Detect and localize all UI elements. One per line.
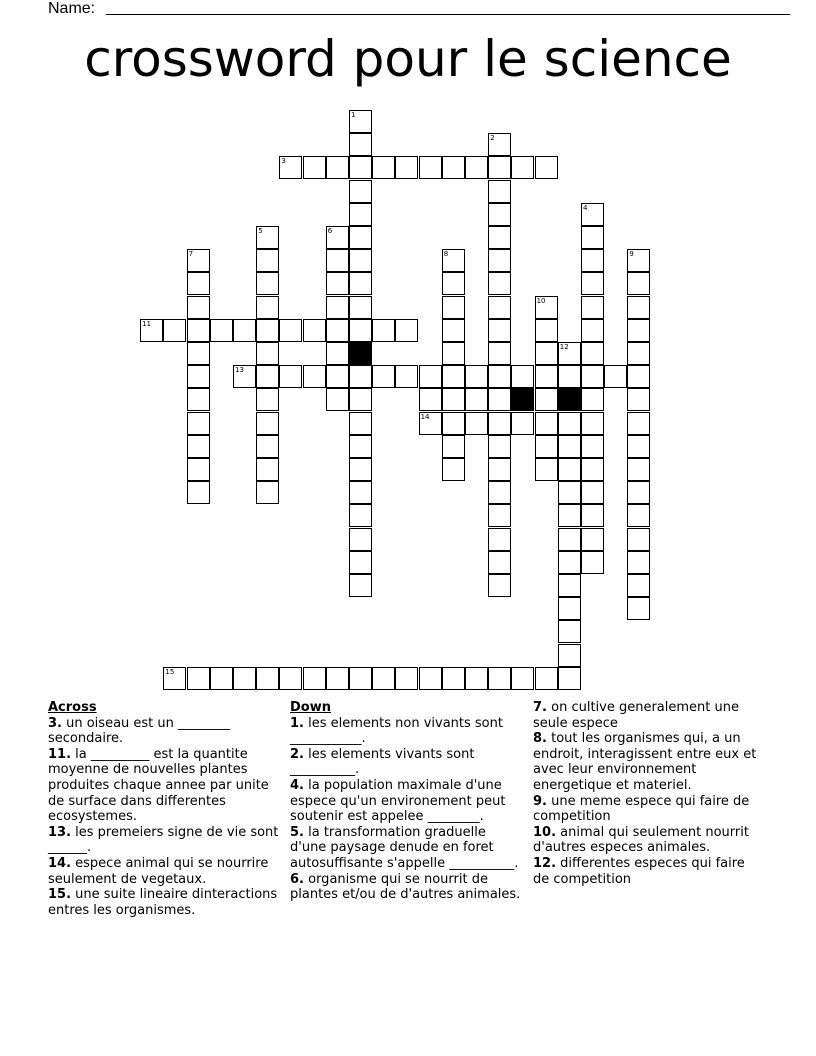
grid-cell[interactable] [326, 365, 349, 388]
clue-number: 5. [290, 824, 304, 840]
grid-cell[interactable] [442, 296, 465, 319]
grid-cell[interactable] [558, 504, 581, 527]
clue-number-label: 15 [165, 667, 175, 676]
grid-cell[interactable] [511, 412, 534, 435]
grid-cell[interactable] [349, 156, 372, 179]
grid-cell[interactable] [349, 435, 372, 458]
grid-cell[interactable] [581, 435, 604, 458]
grid-cell[interactable] [187, 296, 210, 319]
grid-cell[interactable] [488, 551, 511, 574]
grid-cell[interactable] [419, 412, 442, 435]
clue-number-label: 6 [327, 227, 333, 235]
grid-cell[interactable] [535, 458, 558, 481]
grid-cell[interactable] [488, 412, 511, 435]
grid-cell[interactable] [442, 667, 465, 690]
grid-cell[interactable] [372, 156, 395, 179]
grid-cell[interactable] [256, 272, 279, 295]
grid-cell[interactable] [303, 156, 326, 179]
grid-cell[interactable] [279, 667, 302, 690]
black-cell [511, 388, 534, 411]
grid-cell[interactable] [326, 296, 349, 319]
grid-cell[interactable] [627, 597, 650, 620]
clue-number-label: 11 [142, 319, 152, 328]
grid-cell[interactable] [581, 458, 604, 481]
grid-cell[interactable] [558, 667, 581, 690]
black-cell [558, 388, 581, 411]
grid-cell[interactable] [581, 249, 604, 272]
grid-cell[interactable] [349, 272, 372, 295]
grid-cell[interactable] [511, 156, 534, 179]
grid-cell[interactable] [558, 342, 581, 365]
clue-13 [48, 825, 280, 856]
grid-cell[interactable] [187, 667, 210, 690]
across-clues [48, 700, 280, 918]
grid-cell[interactable] [442, 412, 465, 435]
grid-cell[interactable] [488, 156, 511, 179]
grid-cell[interactable] [303, 365, 326, 388]
grid-cell[interactable] [256, 667, 279, 690]
grid-cell[interactable] [627, 574, 650, 597]
grid-cell[interactable] [349, 365, 372, 388]
grid-cell[interactable] [326, 272, 349, 295]
clue-number-label: 14 [420, 412, 430, 421]
clue-number-label: 2 [490, 134, 495, 143]
grid-cell[interactable] [442, 388, 465, 411]
clue-text: tout les organismes qui, a un endroit, interagissent entre eux et avec leur environnement energetique et materiel. [533, 731, 757, 793]
down-heading: Down [290, 700, 331, 715]
grid-cell[interactable] [488, 180, 511, 203]
grid-cell[interactable] [581, 272, 604, 295]
clue-number-label: 9 [629, 250, 634, 259]
grid-cell[interactable] [488, 504, 511, 527]
grid-cell[interactable] [488, 226, 511, 249]
grid-cell[interactable] [488, 342, 511, 365]
grid-cell[interactable] [581, 203, 604, 226]
clue-number-label: 4 [583, 203, 588, 212]
grid-cell[interactable] [326, 342, 349, 365]
grid-cell[interactable] [349, 551, 372, 574]
clue-8 [533, 731, 761, 793]
clue-text: les elements non vivants sont ___________. [290, 715, 503, 747]
grid-cell[interactable] [627, 435, 650, 458]
grid-cell[interactable] [349, 203, 372, 226]
clue-text: organisme qui se nourrit de plantes et/ou de d'autres animales. [290, 871, 521, 903]
grid-cell[interactable] [279, 319, 302, 342]
page-title: crossword pour le science [84, 30, 732, 88]
grid-cell[interactable] [581, 528, 604, 551]
name-label: Name: [48, 0, 96, 17]
clue-1 [290, 716, 526, 747]
clue-text: la transformation graduelle d'une paysage denude en foret autosuffisante s'appelle __________. [290, 824, 519, 871]
grid-cell[interactable] [488, 319, 511, 342]
grid-cell[interactable] [558, 412, 581, 435]
grid-cell[interactable] [581, 342, 604, 365]
grid-cell[interactable] [349, 412, 372, 435]
grid-cell[interactable] [488, 667, 511, 690]
grid-cell[interactable] [535, 667, 558, 690]
grid-cell[interactable] [349, 574, 372, 597]
grid-cell[interactable] [488, 528, 511, 551]
clue-15 [48, 887, 280, 918]
grid-cell[interactable] [187, 388, 210, 411]
grid-cell[interactable] [535, 296, 558, 319]
clue-text: les premeiers signe de vie sont ______. [48, 824, 279, 856]
grid-cell[interactable] [256, 365, 279, 388]
grid-cell[interactable] [465, 388, 488, 411]
grid-cell[interactable] [488, 203, 511, 226]
grid-cell[interactable] [419, 365, 442, 388]
grid-cell[interactable] [442, 435, 465, 458]
grid-cell[interactable] [581, 412, 604, 435]
grid-cell[interactable] [581, 481, 604, 504]
grid-cell[interactable] [395, 365, 418, 388]
grid-cell[interactable] [627, 296, 650, 319]
clue-text: animal qui seulement nourrit d'autres especes animales. [533, 824, 749, 856]
grid-cell[interactable] [627, 504, 650, 527]
grid-cell[interactable] [349, 667, 372, 690]
clue-number: 10. [533, 824, 557, 840]
grid-cell[interactable] [233, 667, 256, 690]
grid-cell[interactable] [558, 551, 581, 574]
grid-cell[interactable] [372, 667, 395, 690]
grid-cell[interactable] [627, 272, 650, 295]
grid-cell[interactable] [535, 435, 558, 458]
grid-cell[interactable] [488, 458, 511, 481]
grid-cell[interactable] [511, 667, 534, 690]
grid-cell[interactable] [256, 481, 279, 504]
grid-cell[interactable] [488, 272, 511, 295]
grid-cell[interactable] [627, 249, 650, 272]
grid-cell[interactable] [627, 412, 650, 435]
grid-cell[interactable] [349, 481, 372, 504]
grid-cell[interactable] [395, 667, 418, 690]
grid-cell[interactable] [558, 597, 581, 620]
grid-cell[interactable] [233, 365, 256, 388]
grid-cell[interactable] [349, 133, 372, 156]
grid-cell[interactable] [210, 319, 233, 342]
clue-text: un oiseau est un ________ secondaire. [48, 715, 231, 747]
grid-cell[interactable] [349, 110, 372, 133]
grid-cell[interactable] [465, 365, 488, 388]
grid-cell[interactable] [442, 342, 465, 365]
grid-cell[interactable] [627, 319, 650, 342]
grid-cell[interactable] [256, 342, 279, 365]
clue-text: on cultive generalement une seule espece [533, 700, 739, 731]
grid-cell[interactable] [187, 365, 210, 388]
clue-number-label: 12 [559, 343, 569, 351]
grid-cell[interactable] [419, 156, 442, 179]
grid-cell[interactable] [187, 435, 210, 458]
grid-cell[interactable] [187, 458, 210, 481]
grid-cell[interactable] [627, 388, 650, 411]
grid-cell[interactable] [488, 133, 511, 156]
down-clues [290, 700, 526, 903]
grid-cell[interactable] [465, 667, 488, 690]
clue-number-label: 10 [536, 296, 546, 305]
grid-cell[interactable] [326, 156, 349, 179]
grid-cell[interactable] [326, 249, 349, 272]
grid-cell[interactable] [349, 249, 372, 272]
black-cell [349, 342, 372, 365]
clue-10 [533, 825, 761, 856]
grid-cell[interactable] [256, 388, 279, 411]
clue-2 [290, 747, 526, 778]
grid-cell[interactable] [558, 481, 581, 504]
clue-number-label: 3 [281, 157, 286, 166]
grid-cell[interactable] [395, 156, 418, 179]
grid-cell[interactable] [349, 504, 372, 527]
grid-cell[interactable] [303, 319, 326, 342]
grid-cell[interactable] [256, 435, 279, 458]
clue-text: la population maximale d'une espece qu'un environement peut soutenir est appelee ________. [290, 777, 506, 825]
clue-5 [290, 825, 526, 872]
grid-cell[interactable] [558, 574, 581, 597]
grid-cell[interactable] [581, 226, 604, 249]
clue-text: differentes especes qui faire de competition [533, 855, 745, 887]
grid-cell[interactable] [419, 667, 442, 690]
clue-number: 1. [290, 715, 304, 731]
grid-cell[interactable] [256, 226, 279, 249]
clue-number-label: 13 [235, 366, 244, 375]
down-clues-continued [533, 700, 761, 887]
grid-cell[interactable] [465, 412, 488, 435]
grid-cell[interactable] [256, 458, 279, 481]
grid-cell[interactable] [256, 249, 279, 272]
grid-cell[interactable] [465, 156, 488, 179]
grid-cell[interactable] [256, 319, 279, 342]
grid-cell[interactable] [256, 412, 279, 435]
clue-number: 2. [290, 746, 304, 762]
grid-cell[interactable] [349, 180, 372, 203]
grid-cell[interactable] [349, 458, 372, 481]
grid-cell[interactable] [558, 620, 581, 643]
grid-cell[interactable] [303, 667, 326, 690]
grid-cell[interactable] [535, 412, 558, 435]
grid-cell[interactable] [187, 272, 210, 295]
grid-cell[interactable] [395, 319, 418, 342]
grid-cell[interactable] [558, 644, 581, 667]
grid-cell[interactable] [627, 365, 650, 388]
across-heading: Across [48, 700, 97, 715]
grid-cell[interactable] [558, 435, 581, 458]
grid-cell[interactable] [187, 319, 210, 342]
clue-number: 4. [290, 777, 304, 793]
grid-cell[interactable] [581, 296, 604, 319]
grid-cell[interactable] [187, 342, 210, 365]
clue-number-label: 7 [188, 250, 194, 259]
clue-number: 13. [48, 824, 72, 840]
grid-cell[interactable] [535, 388, 558, 411]
clue-number: 9. [533, 793, 547, 809]
grid-cell[interactable] [187, 481, 210, 504]
grid-cell[interactable] [419, 388, 442, 411]
grid-cell[interactable] [581, 388, 604, 411]
clue-14 [48, 856, 280, 887]
grid-cell[interactable] [488, 365, 511, 388]
grid-cell[interactable] [163, 667, 186, 690]
grid-cell[interactable] [187, 412, 210, 435]
clue-text: la _________ est la quantite moyenne de nouvelles plantes produites chaque annee par unite de surface dans differentes ecosystemes. [48, 746, 269, 825]
grid-cell[interactable] [558, 528, 581, 551]
clue-text: espece animal qui se nourrire seulement de vegetaux. [48, 855, 269, 887]
grid-cell[interactable] [372, 319, 395, 342]
grid-cell[interactable] [349, 296, 372, 319]
grid-cell[interactable] [442, 249, 465, 272]
grid-cell[interactable] [488, 481, 511, 504]
clue-text: une suite lineaire dinteractions entres les organismes. [48, 887, 278, 918]
grid-cell[interactable] [558, 365, 581, 388]
grid-cell[interactable] [535, 365, 558, 388]
clue-number: 8. [533, 731, 547, 747]
grid-cell[interactable] [349, 388, 372, 411]
grid-cell[interactable] [442, 365, 465, 388]
clue-number-label: 1 [351, 111, 356, 119]
grid-cell[interactable] [511, 365, 534, 388]
grid-cell[interactable] [488, 388, 511, 411]
grid-cell[interactable] [326, 319, 349, 342]
clue-12 [533, 856, 761, 887]
grid-cell[interactable] [488, 574, 511, 597]
grid-cell[interactable] [627, 481, 650, 504]
grid-cell[interactable] [488, 249, 511, 272]
grid-cell[interactable] [581, 504, 604, 527]
clue-number: 7. [533, 700, 547, 715]
grid-cell[interactable] [372, 365, 395, 388]
grid-cell[interactable] [279, 156, 302, 179]
grid-cell[interactable] [326, 388, 349, 411]
clue-11 [48, 747, 280, 825]
clue-9 [533, 794, 761, 825]
grid-cell[interactable] [140, 319, 163, 342]
clue-number: 6. [290, 871, 304, 887]
grid-cell[interactable] [256, 296, 279, 319]
clue-text: les elements vivants sont __________. [290, 746, 475, 778]
grid-cell[interactable] [488, 296, 511, 319]
clue-number: 15. [48, 887, 72, 903]
grid-cell[interactable] [326, 226, 349, 249]
grid-cell[interactable] [442, 272, 465, 295]
grid-cell[interactable] [581, 365, 604, 388]
grid-cell[interactable] [535, 342, 558, 365]
grid-cell[interactable] [187, 249, 210, 272]
clue-number: 3. [48, 715, 62, 731]
clue-number: 11. [48, 746, 72, 762]
clue-number-label: 5 [258, 227, 263, 235]
grid-cell[interactable] [581, 551, 604, 574]
clue-number-label: 8 [443, 250, 449, 259]
grid-cell[interactable] [535, 319, 558, 342]
grid-cell[interactable] [279, 365, 302, 388]
clue-number: 14. [48, 855, 72, 871]
clue-3 [48, 716, 280, 747]
grid-cell[interactable] [627, 342, 650, 365]
grid-cell[interactable] [233, 319, 256, 342]
grid-cell[interactable] [442, 156, 465, 179]
grid-cell[interactable] [442, 458, 465, 481]
grid-cell[interactable] [627, 551, 650, 574]
grid-cell[interactable] [349, 226, 372, 249]
grid-cell[interactable] [581, 319, 604, 342]
grid-cell[interactable] [535, 156, 558, 179]
grid-cell[interactable] [163, 319, 186, 342]
grid-cell[interactable] [442, 319, 465, 342]
grid-cell[interactable] [627, 458, 650, 481]
grid-cell[interactable] [558, 458, 581, 481]
grid-cell[interactable] [326, 667, 349, 690]
grid-cell[interactable] [604, 365, 627, 388]
clue-4 [290, 778, 526, 825]
grid-cell[interactable] [210, 667, 233, 690]
grid-cell[interactable] [627, 528, 650, 551]
clue-number: 12. [533, 855, 557, 871]
clue-6 [290, 872, 526, 903]
grid-cell[interactable] [488, 435, 511, 458]
clue-7 [533, 700, 761, 731]
grid-cell[interactable] [349, 528, 372, 551]
grid-cell[interactable] [349, 319, 372, 342]
clue-text: une meme espece qui faire de competition [533, 793, 750, 825]
